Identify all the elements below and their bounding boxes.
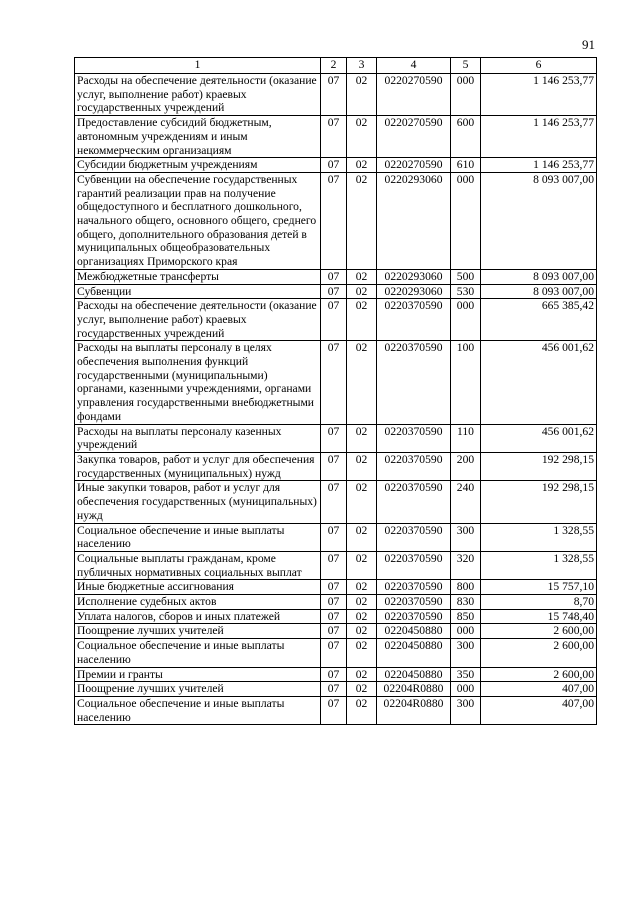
row-section-cell: 07 — [321, 172, 347, 269]
row-name-cell: Субсидии бюджетным учреждениям — [75, 158, 321, 173]
header-row — [75, 58, 597, 74]
row-target-code-cell: 0220293060 — [377, 284, 451, 299]
row-name-cell: Предоставление субсидий бюджетным, автономным учреждениям и иным некоммерческим организациям — [75, 116, 321, 158]
row-name-cell: Уплата налогов, сборов и иных платежей — [75, 609, 321, 624]
row-section-cell: 07 — [321, 74, 347, 116]
row-section-cell: 07 — [321, 523, 347, 551]
row-amount-cell: 8 093 007,00 — [481, 172, 597, 269]
header-cell-target: 4 — [377, 58, 451, 74]
row-expense-type-cell: 800 — [451, 580, 481, 595]
row-section-cell: 07 — [321, 424, 347, 452]
table-row — [75, 580, 597, 595]
row-amount-cell: 456 001,62 — [481, 341, 597, 424]
row-subsection-cell: 02 — [347, 696, 377, 724]
row-target-code-cell: 0220270590 — [377, 158, 451, 173]
row-target-code-cell: 0220370590 — [377, 341, 451, 424]
row-section-cell: 07 — [321, 696, 347, 724]
row-name-cell: Субвенции на обеспечение государственных гарантий реализации прав на получение общедоступного и бесплатного дошкольного, начального общего, основного общего, среднего общего, дополнительного образования детей в муниципальных общеобразовательных организациях Приморского края — [75, 172, 321, 269]
table-row — [75, 609, 597, 624]
table-row — [75, 624, 597, 639]
row-subsection-cell: 02 — [347, 481, 377, 523]
row-expense-type-cell: 600 — [451, 116, 481, 158]
row-name-cell: Социальное обеспечение и иные выплаты населению — [75, 696, 321, 724]
row-amount-cell: 1 146 253,77 — [481, 158, 597, 173]
row-expense-type-cell: 500 — [451, 269, 481, 284]
table-row — [75, 595, 597, 610]
table-row — [75, 481, 597, 523]
row-section-cell: 07 — [321, 284, 347, 299]
row-name-cell: Социальные выплаты гражданам, кроме публичных нормативных социальных выплат — [75, 551, 321, 579]
header-cell-name: 1 — [75, 58, 321, 74]
header-cell-section: 2 — [321, 58, 347, 74]
row-amount-cell: 192 298,15 — [481, 481, 597, 523]
row-section-cell: 07 — [321, 452, 347, 480]
row-subsection-cell: 02 — [347, 424, 377, 452]
row-subsection-cell: 02 — [347, 595, 377, 610]
row-amount-cell: 1 328,55 — [481, 523, 597, 551]
row-amount-cell: 1 328,55 — [481, 551, 597, 579]
row-section-cell: 07 — [321, 299, 347, 341]
header-cell-amount: 6 — [481, 58, 597, 74]
row-amount-cell: 8,70 — [481, 595, 597, 610]
row-target-code-cell: 0220370590 — [377, 523, 451, 551]
row-target-code-cell: 0220270590 — [377, 74, 451, 116]
row-expense-type-cell: 300 — [451, 523, 481, 551]
row-expense-type-cell: 100 — [451, 341, 481, 424]
row-subsection-cell: 02 — [347, 284, 377, 299]
row-section-cell: 07 — [321, 158, 347, 173]
table-row — [75, 158, 597, 173]
table-row — [75, 172, 597, 269]
row-target-code-cell: 0220370590 — [377, 481, 451, 523]
row-subsection-cell: 02 — [347, 624, 377, 639]
row-target-code-cell: 0220370590 — [377, 551, 451, 579]
row-amount-cell: 2 600,00 — [481, 667, 597, 682]
table-row — [75, 682, 597, 697]
table-row — [75, 424, 597, 452]
table-row — [75, 299, 597, 341]
row-expense-type-cell: 300 — [451, 639, 481, 667]
row-amount-cell: 1 146 253,77 — [481, 116, 597, 158]
row-section-cell: 07 — [321, 341, 347, 424]
row-name-cell: Поощрение лучших учителей — [75, 624, 321, 639]
row-subsection-cell: 02 — [347, 551, 377, 579]
row-target-code-cell: 0220450880 — [377, 639, 451, 667]
table-row — [75, 696, 597, 724]
row-target-code-cell: 0220450880 — [377, 667, 451, 682]
row-amount-cell: 407,00 — [481, 682, 597, 697]
row-name-cell: Расходы на выплаты персоналу казенных учреждений — [75, 424, 321, 452]
row-subsection-cell: 02 — [347, 158, 377, 173]
row-amount-cell: 15 748,40 — [481, 609, 597, 624]
row-section-cell: 07 — [321, 682, 347, 697]
row-name-cell: Социальное обеспечение и иные выплаты населению — [75, 523, 321, 551]
row-section-cell: 07 — [321, 609, 347, 624]
row-target-code-cell: 0220370590 — [377, 424, 451, 452]
row-section-cell: 07 — [321, 595, 347, 610]
row-subsection-cell: 02 — [347, 269, 377, 284]
row-name-cell: Закупка товаров, работ и услуг для обеспечения государственных (муниципальных) нужд — [75, 452, 321, 480]
row-target-code-cell: 02204R0880 — [377, 696, 451, 724]
row-expense-type-cell: 000 — [451, 624, 481, 639]
row-expense-type-cell: 000 — [451, 682, 481, 697]
row-name-cell: Поощрение лучших учителей — [75, 682, 321, 697]
row-amount-cell: 2 600,00 — [481, 639, 597, 667]
row-subsection-cell: 02 — [347, 580, 377, 595]
table-row — [75, 284, 597, 299]
row-section-cell: 07 — [321, 624, 347, 639]
row-subsection-cell: 02 — [347, 341, 377, 424]
row-subsection-cell: 02 — [347, 523, 377, 551]
row-name-cell: Иные бюджетные ассигнования — [75, 580, 321, 595]
row-expense-type-cell: 610 — [451, 158, 481, 173]
row-target-code-cell: 0220370590 — [377, 609, 451, 624]
row-subsection-cell: 02 — [347, 682, 377, 697]
page-number: 91 — [582, 37, 595, 52]
budget-table — [74, 57, 597, 725]
row-expense-type-cell: 110 — [451, 424, 481, 452]
row-target-code-cell: 0220370590 — [377, 452, 451, 480]
row-name-cell: Премии и гранты — [75, 667, 321, 682]
row-section-cell: 07 — [321, 639, 347, 667]
row-subsection-cell: 02 — [347, 452, 377, 480]
row-subsection-cell: 02 — [347, 667, 377, 682]
row-amount-cell: 407,00 — [481, 696, 597, 724]
row-section-cell: 07 — [321, 269, 347, 284]
row-target-code-cell: 0220270590 — [377, 116, 451, 158]
row-section-cell: 07 — [321, 481, 347, 523]
row-subsection-cell: 02 — [347, 74, 377, 116]
row-amount-cell: 1 146 253,77 — [481, 74, 597, 116]
row-subsection-cell: 02 — [347, 172, 377, 269]
row-expense-type-cell: 000 — [451, 172, 481, 269]
row-name-cell: Социальное обеспечение и иные выплаты населению — [75, 639, 321, 667]
row-expense-type-cell: 200 — [451, 452, 481, 480]
row-expense-type-cell: 850 — [451, 609, 481, 624]
table-row — [75, 74, 597, 116]
row-section-cell: 07 — [321, 551, 347, 579]
row-target-code-cell: 0220370590 — [377, 595, 451, 610]
row-expense-type-cell: 300 — [451, 696, 481, 724]
row-amount-cell: 456 001,62 — [481, 424, 597, 452]
row-expense-type-cell: 350 — [451, 667, 481, 682]
row-target-code-cell: 0220370590 — [377, 580, 451, 595]
header-cell-type: 5 — [451, 58, 481, 74]
row-target-code-cell: 0220293060 — [377, 269, 451, 284]
row-expense-type-cell: 000 — [451, 74, 481, 116]
row-amount-cell: 665 385,42 — [481, 299, 597, 341]
row-name-cell: Межбюджетные трансферты — [75, 269, 321, 284]
row-name-cell: Субвенции — [75, 284, 321, 299]
table-row — [75, 116, 597, 158]
row-subsection-cell: 02 — [347, 299, 377, 341]
table-row — [75, 523, 597, 551]
row-subsection-cell: 02 — [347, 609, 377, 624]
row-subsection-cell: 02 — [347, 639, 377, 667]
table-row — [75, 452, 597, 480]
row-amount-cell: 8 093 007,00 — [481, 269, 597, 284]
row-amount-cell: 8 093 007,00 — [481, 284, 597, 299]
row-target-code-cell: 0220293060 — [377, 172, 451, 269]
row-target-code-cell: 02204R0880 — [377, 682, 451, 697]
row-section-cell: 07 — [321, 580, 347, 595]
row-amount-cell: 192 298,15 — [481, 452, 597, 480]
row-subsection-cell: 02 — [347, 116, 377, 158]
row-target-code-cell: 0220370590 — [377, 299, 451, 341]
row-amount-cell: 15 757,10 — [481, 580, 597, 595]
row-section-cell: 07 — [321, 116, 347, 158]
row-section-cell: 07 — [321, 667, 347, 682]
table-row — [75, 639, 597, 667]
row-expense-type-cell: 000 — [451, 299, 481, 341]
row-amount-cell: 2 600,00 — [481, 624, 597, 639]
table-row — [75, 551, 597, 579]
table-row — [75, 667, 597, 682]
row-name-cell: Расходы на обеспечение деятельности (оказание услуг, выполнение работ) краевых государственных учреждений — [75, 299, 321, 341]
header-cell-subsection: 3 — [347, 58, 377, 74]
row-expense-type-cell: 320 — [451, 551, 481, 579]
row-name-cell: Исполнение судебных актов — [75, 595, 321, 610]
row-expense-type-cell: 240 — [451, 481, 481, 523]
table-row — [75, 269, 597, 284]
row-name-cell: Иные закупки товаров, работ и услуг для обеспечения государственных (муниципальных) нужд — [75, 481, 321, 523]
row-expense-type-cell: 830 — [451, 595, 481, 610]
row-name-cell: Расходы на обеспечение деятельности (оказание услуг, выполнение работ) краевых государственных учреждений — [75, 74, 321, 116]
row-target-code-cell: 0220450880 — [377, 624, 451, 639]
row-name-cell: Расходы на выплаты персоналу в целях обеспечения выполнения функций государственными (муниципальными) органами, казенными учреждениями, органами управления государственными внебюджетными фондами — [75, 341, 321, 424]
row-expense-type-cell: 530 — [451, 284, 481, 299]
table-row — [75, 341, 597, 424]
